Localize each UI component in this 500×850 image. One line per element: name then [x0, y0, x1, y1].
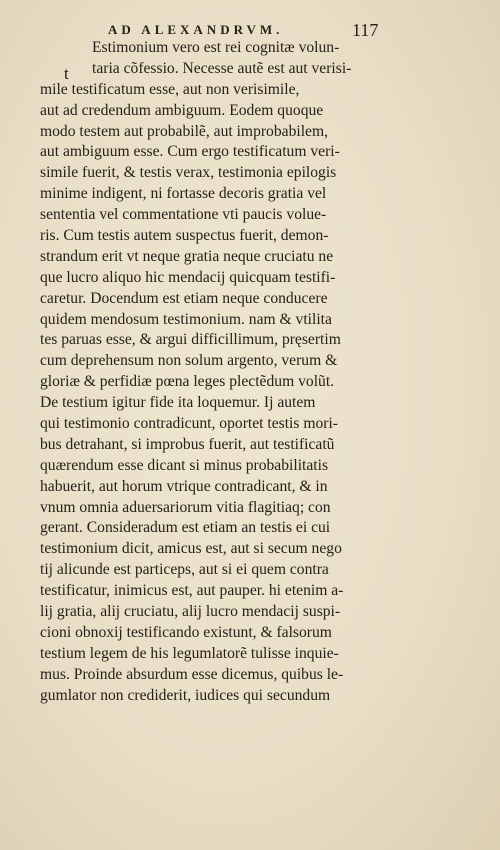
- text-line: testium legem de his legumlatorẽ tulisse inquie-: [40, 644, 339, 662]
- marginal-letter: t: [64, 64, 69, 83]
- text-line: testimonium dicit, amicus est, aut si secum nego: [40, 540, 342, 558]
- text-line: tes paruas esse, & argui difficillimum, pręsertim: [40, 331, 341, 349]
- running-head: AD ALEXANDRVM.: [108, 22, 284, 37]
- text-line: minime indigent, ni fortasse decoris gratia vel: [40, 185, 327, 203]
- text-line: De testium igitur fide ita loquemur. Ij autem: [40, 394, 316, 412]
- text-line: bus detrahant, si improbus fuerit, aut testificatũ: [40, 435, 335, 453]
- text-line: Estimonium vero est rei cognitæ volun-: [92, 39, 340, 56]
- text-line: quidem mendosum testimonium. nam & vtilita: [40, 310, 332, 328]
- text-line: gloriæ & perfidiæ pœna leges plectẽdum volũt.: [40, 373, 335, 391]
- text-line: qui testimonio contradicunt, oportet testis mori-: [40, 415, 338, 433]
- body-text: [40, 38, 400, 707]
- text-line: lij gratia, alij cruciatu, alij lucro mendacij suspi-: [40, 603, 341, 621]
- text-line: aut ad credendum ambiguum. Eodem quoque: [40, 101, 324, 119]
- text-line: aut ambiguum esse. Cum ergo testificatum veri-: [40, 143, 340, 161]
- text-line: vnum omnia aduersariorum vitia flagitiaq; con: [40, 498, 331, 516]
- text-line: modo testem aut probabilẽ, aut improbabilem,: [40, 122, 328, 140]
- text-line: strandum erit vt neque gratia neque cruciatu ne: [40, 247, 334, 265]
- text-line: gerant. Consideradum est etiam an testis ei cui: [40, 519, 331, 537]
- text-line: testificatur, inimicus est, aut pauper. hi etenim a-: [40, 582, 344, 600]
- text-line: gumlator non crediderit, iudices qui secundum: [40, 686, 331, 704]
- text-line: mus. Proinde absurdum esse dicemus, quibus le-: [40, 665, 344, 683]
- text-line: cum deprehensum non solum argento, verum &: [40, 352, 338, 370]
- text-line: que lucro aliquo hic mendacij quicquam testifi-: [40, 268, 336, 286]
- text-line: simile fuerit, & testis verax, testimonia epilogis: [40, 164, 337, 182]
- text-line: taria cõfessio. Necesse autẽ est aut verisi-: [92, 59, 352, 77]
- text-line: sententia vel commentatione vti paucis volue-: [40, 206, 327, 224]
- text-line: caretur. Docendum est etiam neque conducere: [40, 289, 328, 307]
- text-line: quærendum esse dicant si minus probabilitatis: [40, 456, 329, 474]
- text-line: habuerit, aut horum vtrique contradicant, & in: [40, 477, 328, 495]
- page-number: 117: [352, 20, 379, 40]
- text-line: mile testificatum esse, aut non verisimile,: [40, 80, 300, 98]
- text-line: cioni obnoxij testificando existunt, & falsorum: [40, 623, 332, 641]
- text-line: tij alicunde est particeps, aut si ei quem contra: [40, 561, 329, 579]
- text-line: ris. Cum testis autem suspectus fuerit, demon-: [40, 227, 329, 245]
